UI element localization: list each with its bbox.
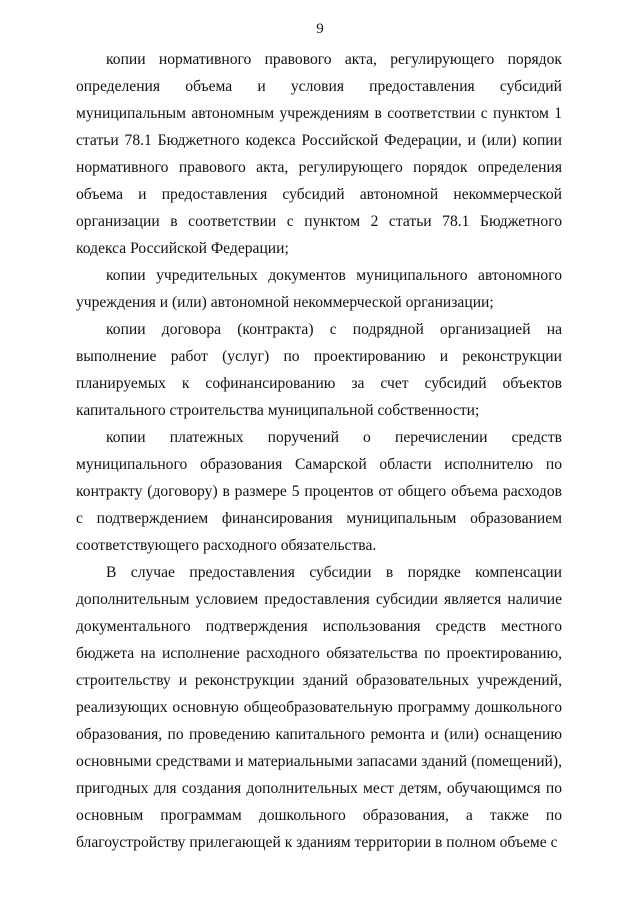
- document-body: [76, 46, 562, 856]
- paragraph-compensation-condition: В случае предоставления субсидии в порядке компенсации дополнительным условием предоставления субсидии является наличие документального подтверждения использования средств местного бюджета на исполнение расходного обязательства по проектированию, строительству и реконструкции зданий образовательных учреждений, реализующих основную общеобразовательную программу дошкольного образования, по проведению капитального ремонта и (или) оснащению основными средствами и материальными запасами зданий (помещений), пригодных для создания дополнительных мест детям, обучающимся по основным программам дошкольного образования, а также по благоустройству прилегающей к зданиям территории в полном объеме с: [76, 564, 562, 851]
- paragraph-normative-acts: копии нормативного правового акта, регулирующего порядок определения объема и условия предоставления субсидий муниципальным автономным учреждениям в соответствии с пунктом 1 статьи 78.1 Бюджетного кодекса Российской Федерации, и (или) копии нормативного правового акта, регулирующего порядок определения объема и предоставления субсидий автономной некоммерческой организации в соответствии с пунктом 2 статьи 78.1 Бюджетного кодекса Российской Федерации;: [76, 51, 562, 257]
- paragraph-contract-copies: копии договора (контракта) с подрядной организацией на выполнение работ (услуг) по проектированию и реконструкции планируемых к софинансированию за счет субсидий объектов капитального строительства муниципальной собственности;: [76, 321, 562, 419]
- paragraph-payment-orders: копии платежных поручений о перечислении средств муниципального образования Самарской области исполнителю по контракту (договору) в размере 5 процентов от общего объема расходов с подтверждением финансирования муниципальным образованием соответствующего расходного обязательства.: [76, 429, 562, 554]
- page-number: 9: [316, 21, 324, 37]
- paragraph-founding-documents: копии учредительных документов муниципального автономного учреждения и (или) автономной некоммерческой организации;: [76, 267, 562, 311]
